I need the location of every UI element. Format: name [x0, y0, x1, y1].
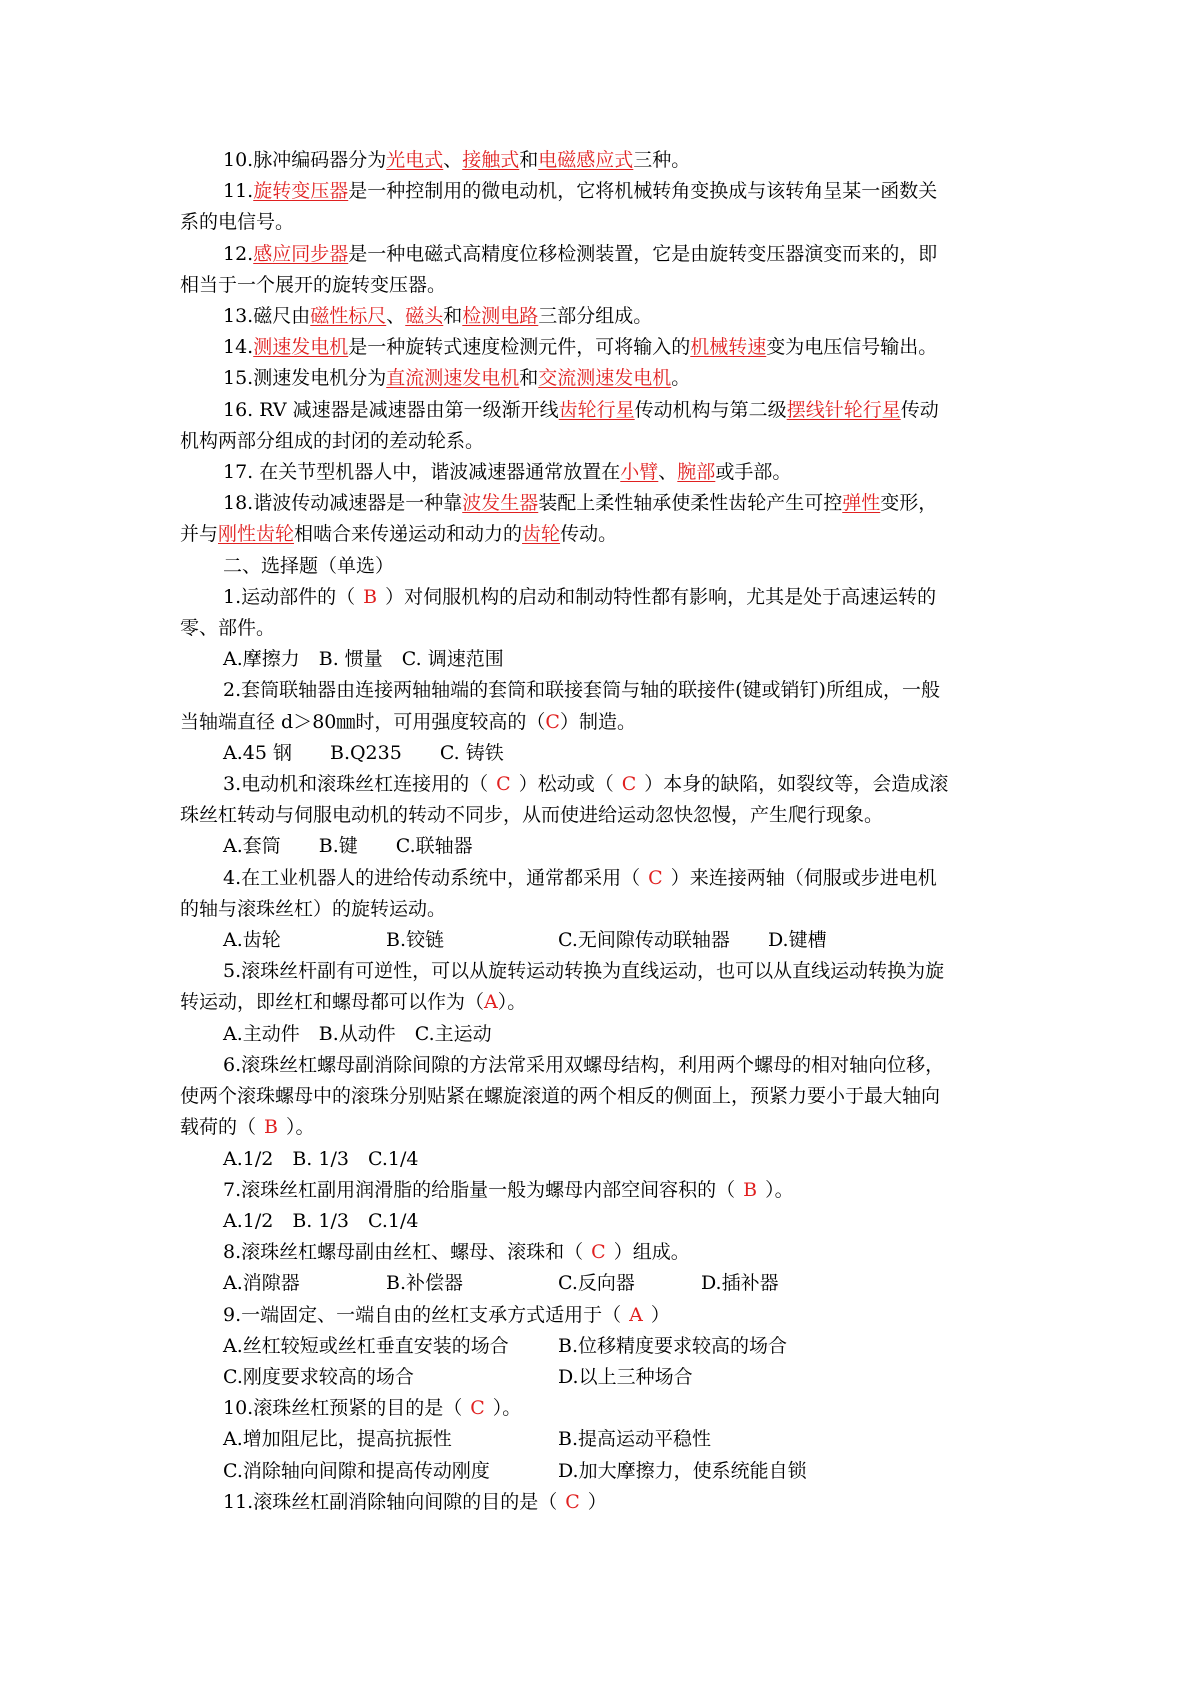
answer-blank: 齿轮行星	[558, 398, 635, 421]
answer-letter: B	[264, 1116, 278, 1139]
option-c: C.刚度要求较高的场合	[223, 1365, 414, 1388]
answer-blank: 电磁感应式	[538, 149, 634, 171]
choice-question-2: 2.套筒联轴器由连接两轴轴端的套筒和联接套筒与轴的联接件(键或销钉)所组成，一般	[223, 679, 940, 702]
answer-letter: B	[743, 1178, 758, 1201]
fill-question-18-cont: 并与刚性齿轮相啮合来传递运动和动力的齿轮传动。	[180, 523, 618, 546]
answer-blank: 交流测速发电机	[538, 367, 672, 390]
option-d: D.加大摩擦力，使系统能自锁	[558, 1459, 807, 1482]
fill-question-17: 17. 在关节型机器人中，谐波减速器通常放置在小臂、腕部或手部。	[223, 461, 792, 484]
answer-letter: C	[470, 1397, 485, 1420]
choice-options: A.套筒 B.键 C.联轴器	[223, 835, 473, 858]
answer-blank: 感应同步器	[253, 242, 349, 265]
answer-letter: C	[621, 773, 637, 796]
fill-question-13: 13.磁尺由磁性标尺、磁头和检测电路三部分组成。	[223, 305, 653, 328]
option-b: B.位移精度要求较高的场合	[558, 1334, 788, 1357]
option-d: D.插补器	[701, 1272, 779, 1295]
answer-blank: 摆线针轮行星	[786, 398, 901, 421]
option-a: A.增加阻尼比，提高抗振性	[223, 1428, 452, 1451]
choice-options	[180, 1362, 1021, 1393]
fill-question-12-cont: 相当于一个展开的旋转变压器。	[180, 273, 447, 296]
answer-blank: 旋转变压器	[253, 180, 349, 203]
answer-letter: B	[363, 585, 378, 608]
choice-question-4-cont: 的轴与滚珠丝杠）的旋转运动。	[180, 897, 447, 920]
choice-question-11: 11.滚珠丝杠副消除轴向间隙的目的是（ C ）	[223, 1490, 607, 1513]
answer-blank: 腕部	[677, 461, 716, 484]
answer-blank: 机械转速	[690, 336, 767, 359]
choice-question-10: 10.滚珠丝杠预紧的目的是（ C ）。	[223, 1397, 522, 1420]
answer-letter: C	[591, 1241, 606, 1264]
option-d: D.以上三种场合	[558, 1365, 693, 1388]
choice-question-8: 8.滚珠丝杠螺母副由丝杠、螺母、滚珠和（ C ）组成。	[223, 1241, 690, 1264]
choice-question-5: 5.滚珠丝杆副有可逆性，可以从旋转运动转换为直线运动，也可以从直线运动转换为旋	[223, 960, 945, 983]
answer-letter: C	[648, 866, 663, 889]
fill-question-14: 14.测速发电机是一种旋转式速度检测元件，可将输入的机械转速变为电压信号输出。	[223, 336, 938, 359]
option-b: B.提高运动平稳性	[558, 1428, 712, 1451]
choice-options: A.摩擦力 B. 惯量 C. 调速范围	[223, 648, 504, 671]
choice-options: A.45 钢 B.Q235 C. 铸铁	[223, 741, 504, 764]
answer-letter: A	[629, 1303, 643, 1326]
choice-options: A.1/2 B. 1/3 C.1/4	[223, 1147, 419, 1170]
choice-question-7: 7.滚珠丝杠副用润滑脂的给脂量一般为螺母内部空间容积的（ B ）。	[223, 1178, 794, 1201]
choice-question-5-cont: 转运动，即丝杠和螺母都可以作为（A）。	[180, 991, 527, 1014]
answer-blank: 齿轮	[522, 523, 561, 546]
section-title: 二、选择题（单选）	[223, 554, 395, 577]
choice-options	[180, 1268, 1021, 1299]
answer-blank: 弹性	[842, 492, 881, 515]
option-a: A.丝杠较短或丝杠垂直安装的场合	[223, 1334, 509, 1357]
answer-blank: 检测电路	[462, 305, 539, 328]
choice-options	[180, 925, 1021, 956]
option-c: C.反向器	[558, 1272, 635, 1295]
option-a: A.消隙器	[223, 1272, 300, 1295]
answer-blank: 直流测速发电机	[386, 367, 520, 390]
option-b: B.补偿器	[386, 1272, 464, 1295]
answer-letter: C	[565, 1490, 580, 1513]
option-c: C.消除轴向间隙和提高传动刚度	[223, 1459, 490, 1482]
choice-question-6-cont2: 载荷的（ B ）。	[180, 1116, 315, 1139]
choice-question-4: 4.在工业机器人的进给传动系统中，通常都采用（ C ）来连接两轴（伺服或步进电机	[223, 866, 937, 889]
answer-blank: 刚性齿轮	[218, 523, 295, 546]
choice-question-1: 1.运动部件的（ B ）对伺服机构的启动和制动特性都有影响，尤其是处于高速运转的	[223, 585, 937, 608]
fill-question-15: 15.测速发电机分为直流测速发电机和交流测速发电机。	[223, 367, 691, 390]
choice-question-3-cont: 珠丝杠转动与伺服电动机的转动不同步，从而使进给运动忽快忽慢，产生爬行现象。	[180, 804, 884, 827]
answer-blank: 接触式	[462, 149, 520, 171]
answer-letter: C	[545, 710, 560, 733]
choice-options	[180, 1331, 1021, 1362]
choice-options	[180, 1424, 1021, 1455]
fill-question-12: 12.感应同步器是一种电磁式高精度位移检测装置，它是由旋转变压器演变而来的，即	[223, 242, 938, 265]
choice-question-2-cont: 当轴端直径 d＞80㎜时，可用强度较高的（C）制造。	[180, 710, 636, 733]
option-a: A.齿轮	[223, 929, 281, 952]
answer-blank: 磁性标尺	[310, 305, 387, 328]
fill-question-11: 11.旋转变压器是一种控制用的微电动机，它将机械转角变换成与该转角呈某一函数关	[223, 180, 938, 203]
choice-question-9: 9.一端固定、一端自由的丝杠支承方式适用于（ A ）	[223, 1303, 670, 1326]
answer-blank: 小臂	[620, 461, 659, 484]
fill-question-11-cont: 系的电信号。	[180, 211, 295, 234]
choice-question-6-cont: 使两个滚珠螺母中的滚珠分别贴紧在螺旋滚道的两个相反的侧面上，预紧力要小于最大轴向	[180, 1085, 941, 1108]
option-d: D.键槽	[768, 929, 827, 952]
answer-blank: 磁头	[405, 305, 444, 328]
choice-question-6: 6.滚珠丝杠螺母副消除间隙的方法常采用双螺母结构，利用两个螺母的相对轴向位移，	[223, 1053, 945, 1076]
answer-blank: 光电式	[386, 149, 444, 171]
fill-question-10: 10.脉冲编码器分为光电式、接触式和电磁感应式三种。	[223, 149, 691, 171]
answer-letter: A	[484, 991, 498, 1014]
answer-blank: 波发生器	[462, 492, 539, 515]
fill-question-16-cont: 机构两部分组成的封闭的差动轮系。	[180, 429, 485, 452]
fill-question-16: 16. RV 减速器是减速器由第一级渐开线齿轮行星传动机构与第二级摆线针轮行星传动	[223, 398, 939, 421]
option-b: B.铰链	[386, 929, 445, 952]
answer-blank: 测速发电机	[253, 336, 349, 359]
answer-letter: C	[496, 773, 511, 796]
choice-options: A.主动件 B.从动件 C.主运动	[223, 1022, 492, 1045]
choice-options: A.1/2 B. 1/3 C.1/4	[223, 1209, 419, 1232]
fill-question-18: 18.谐波传动减速器是一种靠波发生器装配上柔性轴承使柔性齿轮产生可控弹性变形，	[223, 492, 938, 515]
option-c: C.无间隙传动联轴器	[558, 929, 730, 952]
choice-options	[180, 1456, 1021, 1487]
choice-question-1-cont: 零、部件。	[180, 617, 276, 640]
choice-question-3: 3.电动机和滚珠丝杠连接用的（ C ）松动或（ C ）本身的缺陷，如裂纹等，会造成滚	[223, 773, 949, 796]
